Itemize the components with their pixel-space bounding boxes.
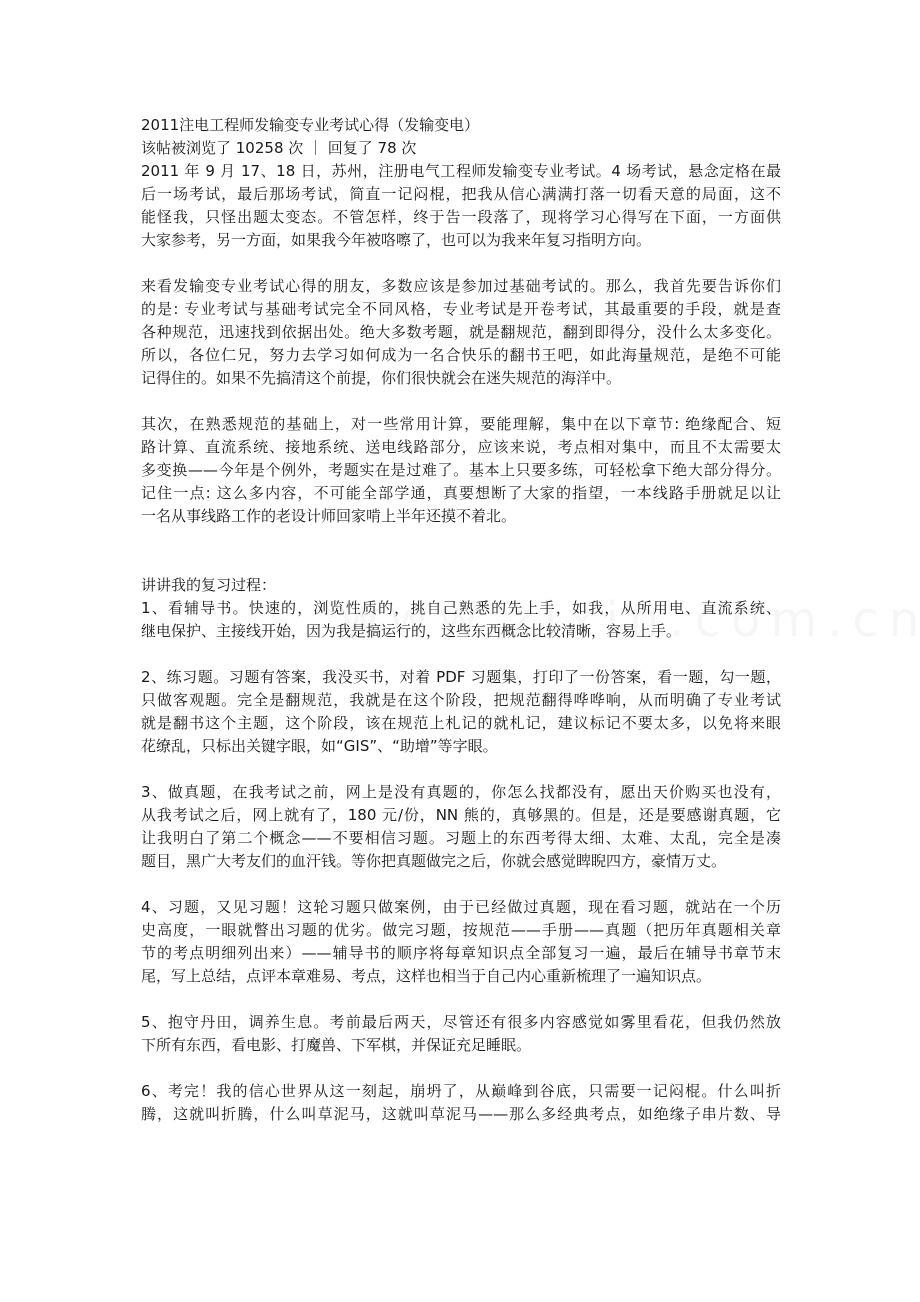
paragraph-review-step-1 <box>141 574 781 643</box>
text-line: 继电保护、主接线开始，因为我是搞运行的，这些东西概念比较清晰，容易上手。 <box>141 622 682 640</box>
paragraph-review-step-4 <box>141 896 781 988</box>
text-line: 大家参考，另一方面，如果我今年被咯嚓了，也可以为我来年复习指明方向。 <box>141 231 652 249</box>
text-line: 只做客观题。完全是翻规范，我就是在这个阶段，把规范翻得哗哗响，从而明确了专业考试 <box>141 691 781 709</box>
text-line: 各种规范，迅速找到依据出处。绝大多数考题，就是翻规范，翻到即得分，没什么太多变化。 <box>141 323 781 341</box>
text-line: 尾，写上总结，点评本章难易、考点，这样也相当于自己内心重新梳理了一遍知识点。 <box>141 967 712 985</box>
text-line: 题目，黑广大考友们的血汗钱。等你把真题做完之后，你就会感觉睥睨四方，豪情万丈。 <box>141 852 727 870</box>
text-line: 3、做真题，在我考试之前，网上是没有真题的，你怎么找都没有，愿出天价购买也没有， <box>141 783 781 801</box>
text-line: 其次，在熟悉规范的基础上，对一些常用计算，要能理解，集中在以下章节: 绝缘配合、短 <box>141 415 781 433</box>
text-line: 从我考试之后，网上就有了，180 元/份，NN 熊的，真够黑的。但是，还是要感谢真题，它 <box>141 806 781 824</box>
document-title: 2011注电工程师发输变专业考试心得（发输变电） <box>141 116 480 134</box>
text-line: 让我明白了第二个概念——不要相信习题。习题上的东西考得太细、太难、太乱，完全是凑 <box>141 829 781 847</box>
text-line: 花缭乱，只标出关键字眼，如“GIS”、“助增”等字眼。 <box>141 737 498 755</box>
text-line: 1、看辅导书。快速的，浏览性质的，挑自己熟悉的先上手，如我，从所用电、直流系统、 <box>141 599 781 617</box>
text-line: 一名从事线路工作的老设计师回家啃上半年还摸不着北。 <box>141 507 517 525</box>
text-line: 记得住的。如果不先搞清这个前提，你们很快就会在迷失规范的海洋中。 <box>141 369 622 387</box>
paragraph-review-step-2 <box>141 666 781 758</box>
text-line: 记住一点: 这么多内容，不可能全部学通，真要想断了大家的指望，一本线路手册就足以让 <box>141 484 781 502</box>
text-line: 能怪我，只怪出题太变态。不管怎样，终于告一段落了，现将学习心得写在下面，一方面供 <box>141 208 781 226</box>
document-page <box>141 114 781 1126</box>
text-line: 所以，各位仁兄，努力去学习如何成为一名合快乐的翻书王吧，如此海量规范，是绝不可能 <box>141 346 781 364</box>
text-line: 来看发输变专业考试心得的朋友，多数应该是参加过基础考试的。那么，我首先要告诉你们 <box>141 277 781 295</box>
text-line: 下所有东西，看电影、打魔兽、下军棋，并保证充足睡眠。 <box>141 1036 532 1054</box>
paragraph-review-step-3 <box>141 781 781 873</box>
section-heading: 讲讲我的复习过程： <box>141 576 277 594</box>
text-line: 5、抱守丹田，调养生息。考前最后两天，尽管还有很多内容感觉如雾里看花，但我仍然放 <box>141 1013 781 1031</box>
paragraph-intro <box>141 160 781 252</box>
text-line: 2011 年 9 月 17、18 日，苏州，注册电气工程师发输变专业考试。4 场考试，悬念定格在最 <box>141 162 781 180</box>
text-line: 4、习题，又见习题！这轮习题只做案例，由于已经做过真题，现在看习题，就站在一个历 <box>141 898 781 916</box>
text-line: 2、练习题。习题有答案，我没买书，对着 PDF 习题集，打印了一份答案，看一题，勾一题， <box>141 668 781 686</box>
text-line: 多变换——今年是个例外，考题实在是过难了。基本上只要多练，可轻松拿下绝大部分得分。 <box>141 461 781 479</box>
text-line: 的是: 专业考试与基础考试完全不同风格，专业考试是开卷考试，其最重要的手段，就是查 <box>141 300 781 318</box>
text-line: 节的考点明细列出来）——辅导书的顺序将每章知识点全部复习一遍，最后在辅导书章节末 <box>141 944 781 962</box>
text-line: 6、考完！我的信心世界从这一刻起，崩坍了，从巅峰到谷底，只需要一记闷棍。什么叫折 <box>141 1082 781 1100</box>
text-line: 路计算、直流系统、接地系统、送电线路部分，应该来说，考点相对集中，而且不太需要太 <box>141 438 781 456</box>
paragraph-open-book <box>141 275 781 390</box>
paragraph-review-step-6 <box>141 1080 781 1126</box>
paragraph-review-step-5 <box>141 1011 781 1057</box>
text-line: 史高度，一眼就瞥出习题的优劣。做完习题，按规范——手册——真题（把历年真题相关章 <box>141 921 781 939</box>
text-line: 后一场考试，最后那场考试，简直一记闷棍，把我从信心满满打落一切看天意的局面，这不 <box>141 185 781 203</box>
paragraph-calculations <box>141 413 781 528</box>
view-reply-count: 该帖被浏览了 10258 次 ｜ 回复了 78 次 <box>141 139 417 157</box>
text-line: 就是翻书这个主题，这个阶段，该在规范上札记的就札记，建议标记不要太多，以免将来眼 <box>141 714 781 732</box>
text-line: 腾，这就叫折腾，什么叫草泥马，这就叫草泥马——那么多经典考点，如绝缘子串片数、导 <box>141 1105 781 1123</box>
